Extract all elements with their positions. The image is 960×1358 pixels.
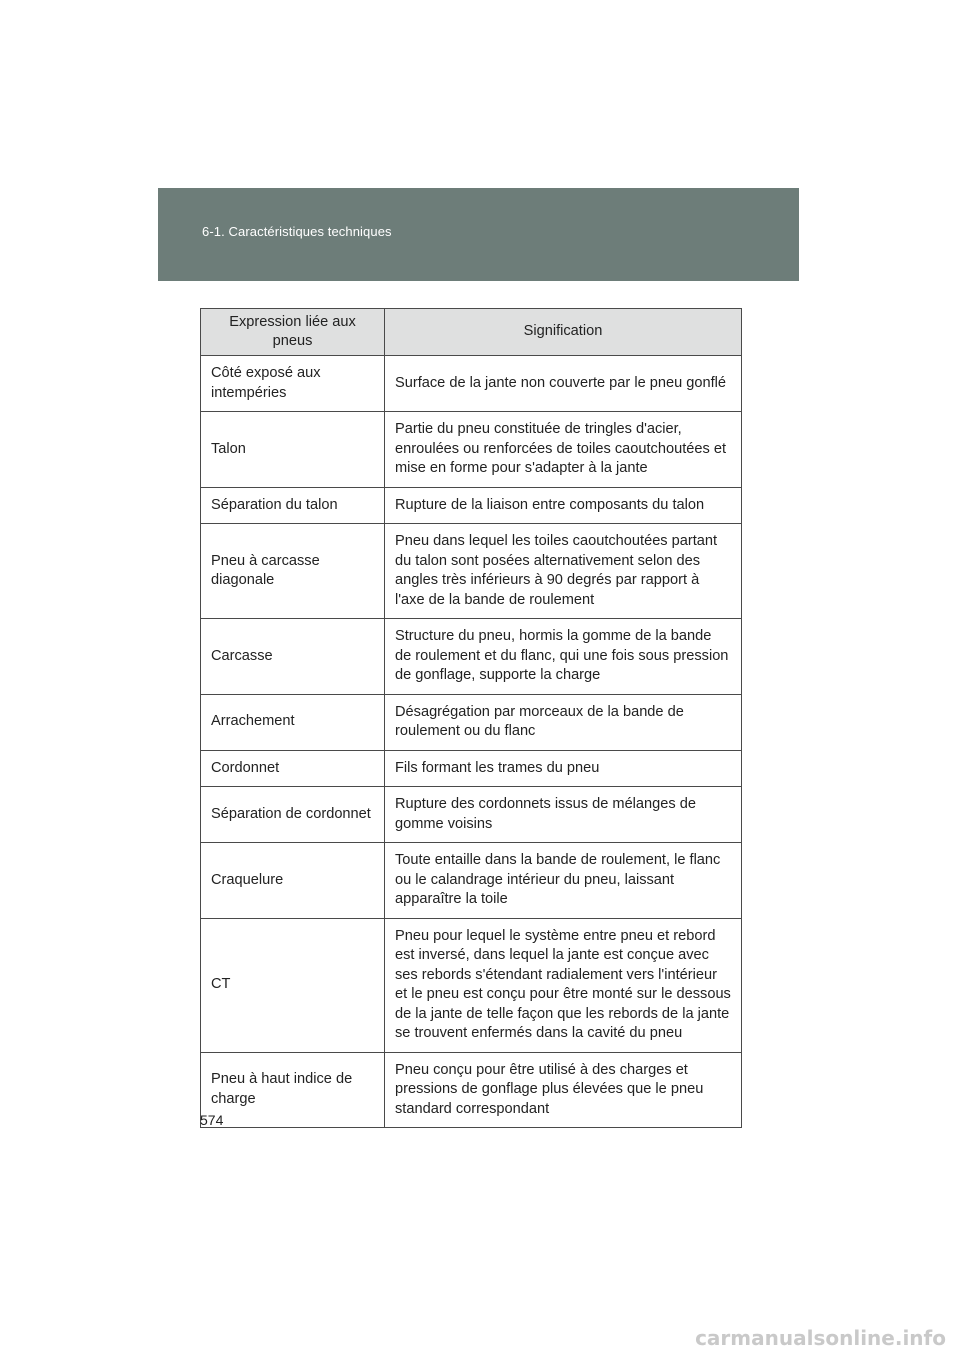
table-row [201, 787, 742, 843]
table-header-row [201, 309, 742, 356]
term-cell: Séparation du talon [201, 487, 385, 524]
definition-cell: Surface de la jante non couverte par le pneu gonflé [385, 356, 742, 412]
watermark: carmanualsonline.info [695, 1326, 946, 1350]
definition-cell: Pneu dans lequel les toiles caoutchoutées partant du talon sont posées alternativement selon des angles très inférieurs à 90 degrés par rapport à l'axe de la bande de roulement [385, 524, 742, 619]
definition-cell: Pneu conçu pour être utilisé à des charges et pressions de gonflage plus élevées que le pneu standard correspondant [385, 1052, 742, 1128]
table-row [201, 412, 742, 488]
section-header-band [158, 188, 799, 281]
term-cell: Côté exposé aux intempéries [201, 356, 385, 412]
term-cell: Carcasse [201, 619, 385, 695]
table-row [201, 619, 742, 695]
table-row [201, 843, 742, 919]
page-number: 574 [200, 1112, 224, 1128]
term-cell: Arrachement [201, 694, 385, 750]
table-row [201, 524, 742, 619]
table-row [201, 356, 742, 412]
definition-cell: Partie du pneu constituée de tringles d'acier, enroulées ou renforcées de toiles caoutchoutées et mise en forme pour s'adapter à la jante [385, 412, 742, 488]
term-cell: Pneu à haut indice de charge [201, 1052, 385, 1128]
definition-cell: Structure du pneu, hormis la gomme de la bande de roulement et du flanc, qui une fois sous pression de gonflage, supporte la charge [385, 619, 742, 695]
definition-cell: Fils formant les trames du pneu [385, 750, 742, 787]
column-header-expression: Expression liée aux pneus [201, 309, 385, 356]
table-row [201, 750, 742, 787]
definition-cell: Rupture des cordonnets issus de mélanges de gomme voisins [385, 787, 742, 843]
table-row [201, 1052, 742, 1128]
term-cell: CT [201, 918, 385, 1052]
definition-cell: Rupture de la liaison entre composants du talon [385, 487, 742, 524]
definition-cell: Désagrégation par morceaux de la bande de roulement ou du flanc [385, 694, 742, 750]
term-cell: Séparation de cordonnet [201, 787, 385, 843]
definition-cell: Toute entaille dans la bande de roulement, le flanc ou le calandrage intérieur du pneu, laissant apparaître la toile [385, 843, 742, 919]
table-row [201, 694, 742, 750]
column-header-meaning: Signification [385, 309, 742, 356]
term-cell: Craquelure [201, 843, 385, 919]
term-cell: Cordonnet [201, 750, 385, 787]
term-cell: Pneu à carcasse diagonale [201, 524, 385, 619]
tire-terms-table [200, 308, 742, 1128]
section-title: 6-1. Caractéristiques techniques [202, 224, 392, 239]
term-cell: Talon [201, 412, 385, 488]
table-row [201, 918, 742, 1052]
table-row [201, 487, 742, 524]
definition-cell: Pneu pour lequel le système entre pneu et rebord est inversé, dans lequel la jante est conçue avec ses rebords s'étendant radialement vers l'intérieur et le pneu est conçu pour être monté sur le dessous de la jante de telle façon que les rebords de la jante se trouvent enfermés dans la cavité du pneu [385, 918, 742, 1052]
